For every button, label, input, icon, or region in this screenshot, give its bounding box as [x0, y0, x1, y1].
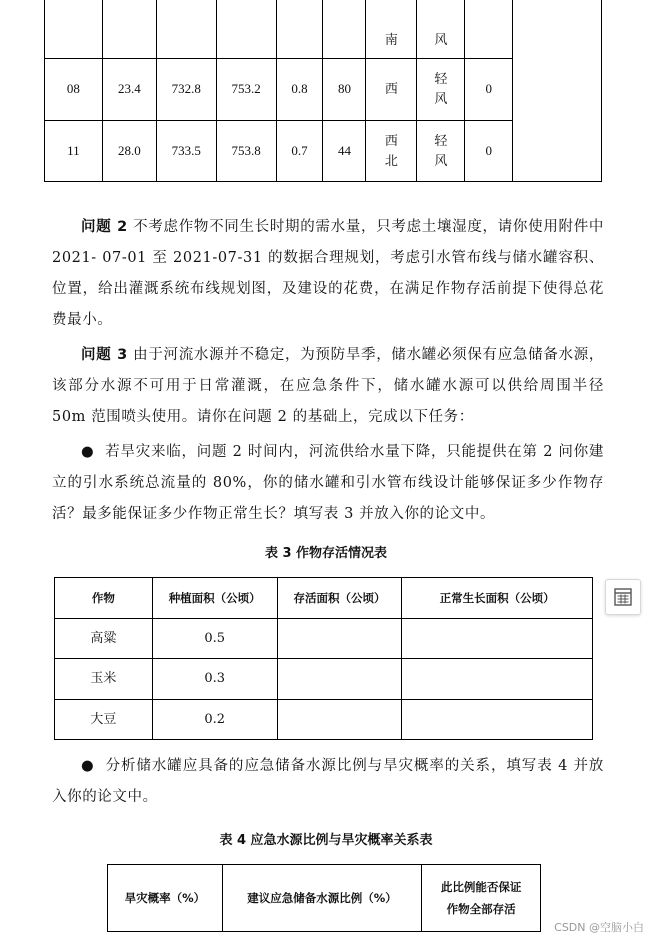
question-2-text: 不考虑作物不同生长时期的需水量，只考虑土壤湿度，请你使用附件中 2021- 07-01 至 2021-07-31 的数据合理规划，考虑引水管布线与储水罐容积、位置，给出灌溉系统布线规划图，及建设的花费，在满足作物存活前提下使得总花费最小。 [52, 219, 604, 328]
column-header: 旱灾概率（%） [108, 865, 223, 932]
table-cell: 08 [45, 58, 103, 120]
table-cell [276, 0, 323, 58]
column-header: 存活面积（公顷） [277, 578, 402, 619]
table-cell: 753.8 [216, 120, 276, 181]
table-cell: 南 [366, 0, 417, 58]
table-cell: 11 [45, 120, 103, 181]
table-cell [216, 0, 276, 58]
table-cell [402, 659, 593, 700]
table-cell [465, 0, 513, 58]
table-header-row [108, 865, 541, 932]
watermark: CSDN @空脑小白 [554, 921, 644, 934]
table-cell [323, 0, 366, 58]
table-cell: 0 [465, 120, 513, 181]
table-cell: 0.8 [276, 58, 323, 120]
table-cell: 732.8 [156, 58, 216, 120]
table-3-caption: 表 3 作物存活情况表 [264, 546, 388, 561]
table-cell: 轻风 [417, 58, 465, 120]
column-header: 种植面积（公顷） [152, 578, 277, 619]
bullet-item-1 [52, 437, 604, 530]
table-cell [102, 0, 156, 58]
table-row [45, 0, 602, 58]
bullet-1-text: 若旱灾来临，问题 2 时间内，河流供给水量下降，只能提供在第 2 问你建立的引水系统总流量的 80%，你的储水罐和引水管布线设计能够保证多少作物存活？最多能保证多少作物正常生长？填写表 3 并放入你的论文中。 [52, 444, 605, 522]
table-cell: 风 [417, 0, 465, 58]
weather-table [44, 0, 602, 182]
table-row [55, 659, 593, 700]
question-3-paragraph [52, 340, 604, 433]
table-cell: 0.3 [152, 659, 277, 700]
table-cell [156, 0, 216, 58]
table-4-caption: 表 4 应急水源比例与旱灾概率关系表 [219, 833, 433, 848]
bullet-item-2 [52, 751, 604, 813]
table-row [55, 700, 593, 740]
table-extract-button[interactable] [605, 579, 641, 615]
table-cell: 733.5 [156, 120, 216, 181]
table-cell: 玉米 [55, 659, 153, 700]
table-cell [402, 619, 593, 659]
table-cell: 44 [323, 120, 366, 181]
table-cell: 0 [465, 58, 513, 120]
table-cell: 轻风 [417, 120, 465, 181]
column-header: 此比例能否保证作物全部存活 [422, 865, 541, 932]
table-cell: 西北 [366, 120, 417, 181]
column-header: 建议应急储备水源比例（%） [222, 865, 421, 932]
table-cell [277, 659, 402, 700]
drought-probability-table [107, 864, 541, 932]
bullet-icon: ● [81, 758, 106, 774]
table-cell [45, 0, 103, 58]
bullet-icon: ● [81, 444, 106, 460]
table-cell [277, 700, 402, 740]
question-3-label: 问题 3 [81, 347, 128, 363]
table-cell: 0.2 [152, 700, 277, 740]
table-cell: 西 [366, 58, 417, 120]
question-2-label: 问题 2 [81, 219, 128, 235]
table-cell [277, 619, 402, 659]
table-cell: 0.7 [276, 120, 323, 181]
question-3-text: 由于河流水源并不稳定，为预防旱季，储水罐必须保有应急储备水源，该部分水源不可用于日常灌溉，在应急条件下，储水罐水源可以供给周围半径 50m 范围喷头使用。请你在问题 2 的基础上，完成以下任务： [52, 347, 604, 425]
table-cell: 28.0 [102, 120, 156, 181]
table-cell: 753.2 [216, 58, 276, 120]
table-cell: 23.4 [102, 58, 156, 120]
table-cell [402, 700, 593, 740]
table-icon [613, 587, 633, 607]
column-header: 作物 [55, 578, 153, 619]
table-row [55, 619, 593, 659]
table-header-row [55, 578, 593, 619]
table-cell: 高粱 [55, 619, 153, 659]
crop-survival-table [54, 577, 593, 740]
table-cell [513, 0, 602, 181]
table-cell: 80 [323, 58, 366, 120]
table-cell: 大豆 [55, 700, 153, 740]
column-header: 正常生长面积（公顷） [402, 578, 593, 619]
bullet-2-text: 分析储水罐应具备的应急储备水源比例与旱灾概率的关系，填写表 4 并放入你的论文中。 [52, 758, 605, 805]
question-2-paragraph [52, 212, 604, 336]
table-cell: 0.5 [152, 619, 277, 659]
